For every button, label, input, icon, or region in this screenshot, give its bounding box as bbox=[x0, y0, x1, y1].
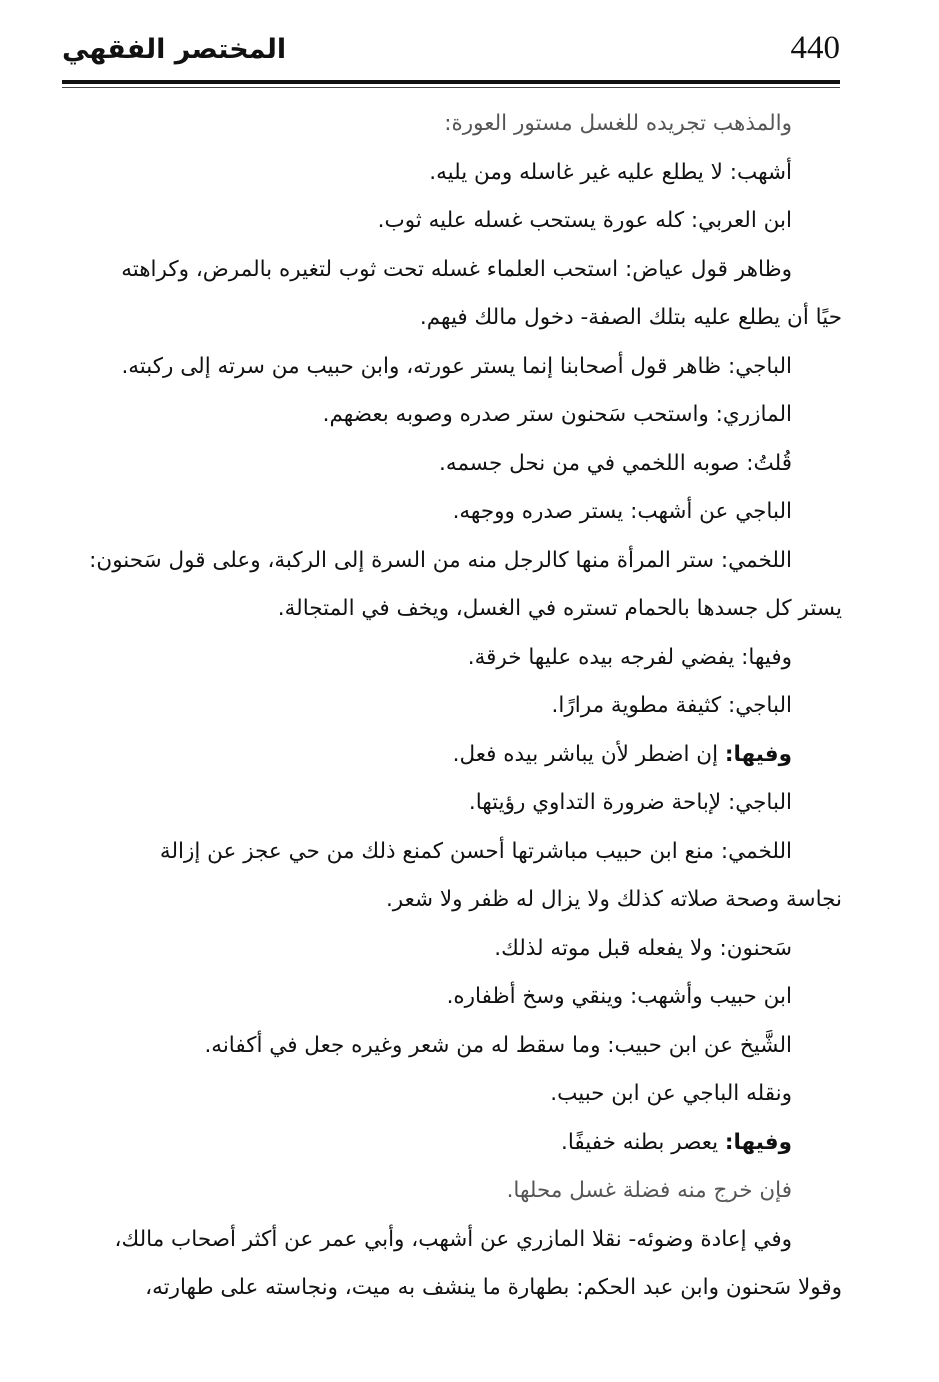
book-title: المختصر الفقهي bbox=[62, 34, 287, 65]
text-line: وفي إعادة وضوئه- نقلا المازري عن أشهب، وأبي عمر عن أكثر أصحاب مالك، bbox=[114, 1226, 792, 1252]
text-line: اللخمي: ستر المرأة منها كالرجل منه من السرة إلى الركبة، وعلى قول سَحنون: bbox=[89, 547, 792, 573]
bold-lead-word: وفيها: bbox=[724, 1129, 792, 1155]
text-line: ابن العربي: كله عورة يستحب غسله عليه ثوب. bbox=[377, 208, 792, 233]
text-line: الباجي: كثيفة مطوية مرارًا. bbox=[551, 693, 792, 718]
text-line: ابن حبيب وأشهب: وينقي وسخ أظفاره. bbox=[446, 984, 792, 1009]
text-line: نجاسة وصحة صلاته كذلك ولا يزال له ظفر ولا شعر. bbox=[385, 887, 842, 912]
page-number: 440 bbox=[790, 30, 840, 66]
text-line: سَحنون: ولا يفعله قبل موته لذلك. bbox=[494, 935, 792, 961]
text-line bbox=[62, 1119, 842, 1168]
text-line: الشَّيخ عن ابن حبيب: وما سقط له من شعر وغيره جعل في أكفانه. bbox=[204, 1032, 792, 1058]
text-line: اللخمي: منع ابن حبيب مباشرتها أحسن كمنع ذلك من حي عجز عن إزالة bbox=[159, 838, 792, 864]
line-rest: يعصر بطنه خفيفًا. bbox=[560, 1129, 725, 1155]
text-line: فإن خرج منه فضلة غسل محلها. bbox=[506, 1178, 792, 1203]
text-line bbox=[62, 731, 842, 780]
text-line: ونقله الباجي عن ابن حبيب. bbox=[550, 1081, 792, 1106]
page-header bbox=[62, 22, 840, 84]
text-line: والمذهب تجريده للغسل مستور العورة: bbox=[444, 111, 792, 136]
text-line: حيًا أن يطلع عليه بتلك الصفة- دخول مالك فيهم. bbox=[419, 305, 842, 330]
header-rule-thick bbox=[62, 80, 840, 84]
text-line: الباجي: لإباحة ضرورة التداوي رؤيتها. bbox=[468, 790, 792, 815]
line-rest: إن اضطر لأن يباشر بيده فعل. bbox=[452, 741, 725, 767]
header-rule-thin bbox=[62, 87, 840, 88]
text-line: وظاهر قول عياض: استحب العلماء غسله تحت ثوب لتغيره بالمرض، وكراهته bbox=[121, 256, 792, 282]
text-line: المازري: واستحب سَحنون ستر صدره وصوبه بعضهم. bbox=[322, 402, 792, 427]
text-line: الباجي عن أشهب: يستر صدره ووجهه. bbox=[452, 499, 792, 524]
bold-lead-word: وفيها: bbox=[724, 741, 792, 767]
text-body bbox=[62, 100, 842, 1313]
text-line: الباجي: ظاهر قول أصحابنا إنما يستر عورته، وابن حبيب من سرته إلى ركبته. bbox=[121, 353, 792, 379]
text-line: وفيها: يفضي لفرجه بيده عليها خرقة. bbox=[467, 644, 792, 670]
text-line: وقولا سَحنون وابن عبد الحكم: بطهارة ما ينشف به ميت، ونجاسته على طهارته، bbox=[145, 1275, 842, 1300]
text-line: قُلتُ: صوبه اللخمي في من نحل جسمه. bbox=[439, 450, 792, 476]
text-line: يستر كل جسدها بالحمام تستره في الغسل، ويخف في المتجالة. bbox=[277, 596, 842, 621]
text-line: أشهب: لا يطلع عليه غير غاسله ومن يليه. bbox=[429, 159, 792, 185]
